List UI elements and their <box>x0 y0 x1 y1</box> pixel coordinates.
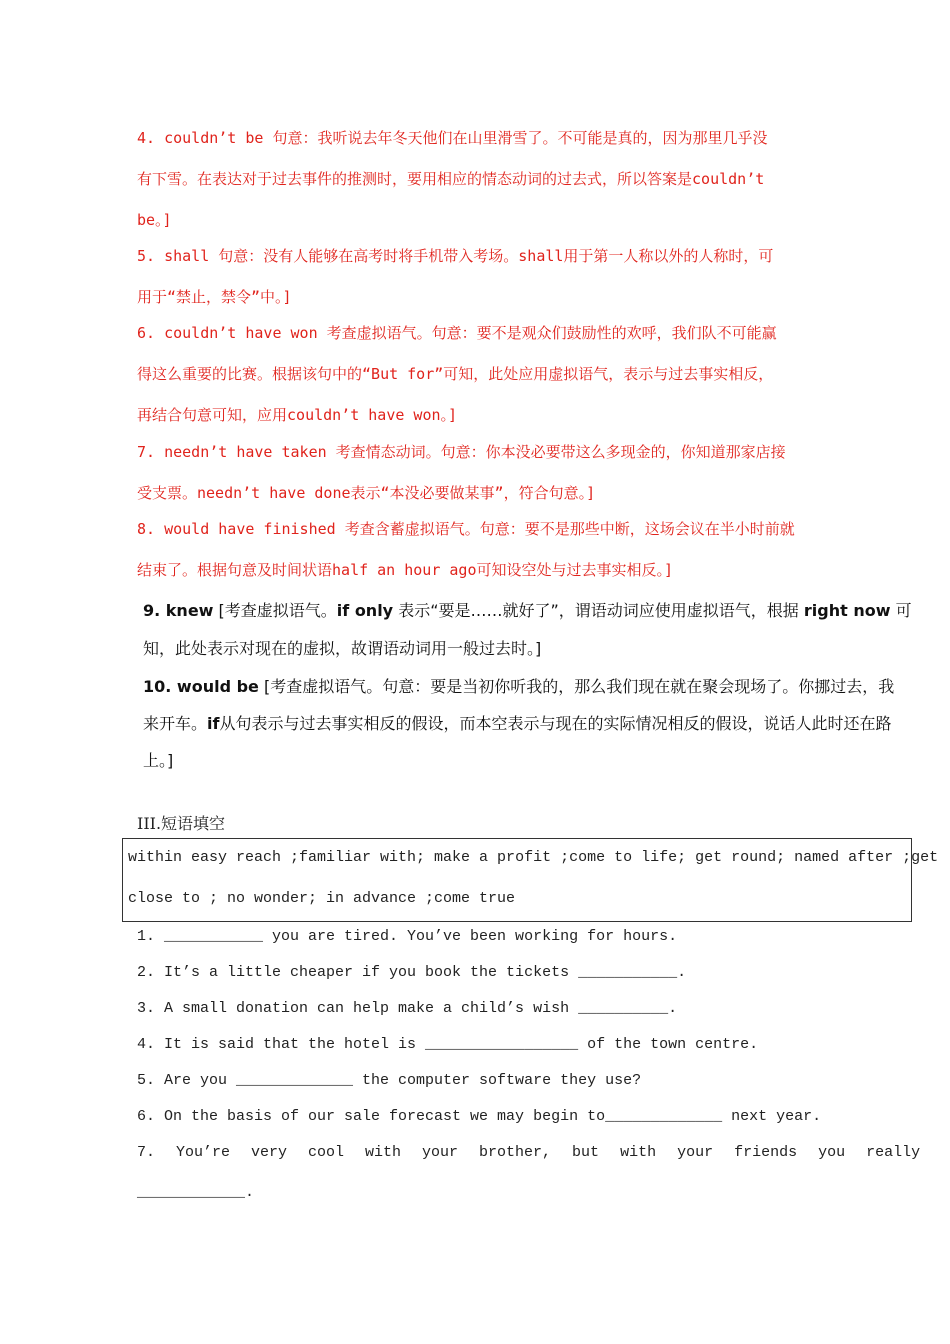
answer-8-line-2: 结束了。根据句意及时间状语half an hour ago可知设空处与过去事实相反。] <box>137 561 674 579</box>
exercise-4: 4. It is said that the hotel is _________________ of the town centre. <box>137 1036 759 1053</box>
section-title: III.短语填空 <box>137 814 226 833</box>
answer-5-line-1: 5. shall 句意：没有人能够在高考时将手机带入考场。shall用于第一人称以外的人称时，可 <box>137 247 774 265</box>
answer-8-line-1: 8. would have finished 考查含蓄虚拟语气。句意：要不是那些中断，这场会议在半小时前就 <box>137 520 795 538</box>
answer-6-line-3: 再结合句意可知，应用couldn’t have won。] <box>137 406 458 424</box>
exercise-7-line-1: 7. You’re very cool with your brother, but with your friends you really <box>137 1144 921 1161</box>
word-bank-box <box>122 838 939 922</box>
answer-9-line-1: 9. knew [考查虚拟语气。if only 表示“要是……就好了”，谓语动词应使用虚拟语气，根据 right now 可 <box>143 601 912 620</box>
answer-7-line-1: 7. needn’t have taken 考查情态动词。句意：你本没必要带这么多现金的，你知道那家店接 <box>137 443 786 461</box>
answer-6-line-2: 得这么重要的比赛。根据该句中的“But for”可知，此处应用虚拟语气，表示与过去事实相反， <box>137 365 774 383</box>
word-bank-line-1: within easy reach ;familiar with; make a profit ;come to life; get round; named after ;get <box>128 849 939 866</box>
word-bank-line-2: close to ; no wonder; in advance ;come true <box>128 890 516 907</box>
answer-4-line-2: 有下雪。在表达对于过去事件的推测时，要用相应的情态动词的过去式，所以答案是couldn’t <box>137 170 765 188</box>
answer-10-line-2: 来开车。if从句表示与过去事实相反的假设，而本空表示与现在的实际情况相反的假设，说话人此时还在路 <box>143 714 892 733</box>
answer-5-line-2: 用于“禁止，禁令”中。] <box>137 288 292 306</box>
answer-10-line-1: 10. would be [考查虚拟语气。句意：要是当初你听我的，那么我们现在就在聚会现场了。你挪过去，我 <box>143 677 895 696</box>
exercise-7-line-2: ____________. <box>137 1184 255 1201</box>
answer-4-line-3: be。] <box>137 211 172 229</box>
exercise-6: 6. On the basis of our sale forecast we may begin to_____________ next year. <box>137 1108 822 1125</box>
exercise-1: 1. ___________ you are tired. You’ve been working for hours. <box>137 928 678 945</box>
answer-6-line-1: 6. couldn’t have won 考查虚拟语气。句意：要不是观众们鼓励性的欢呼，我们队不可能赢 <box>137 324 777 342</box>
answer-7-line-2: 受支票。needn’t have done表示“本没必要做某事”，符合句意。] <box>137 484 596 502</box>
exercise-5: 5. Are you _____________ the computer software they use? <box>137 1072 642 1089</box>
exercise-2: 2. It’s a little cheaper if you book the tickets ___________. <box>137 964 687 981</box>
answer-10-line-3: 上。] <box>143 751 174 770</box>
answer-4-line-1: 4. couldn’t be 句意：我听说去年冬天他们在山里滑雪了。不可能是真的，因为那里几乎没 <box>137 129 768 147</box>
answer-9-line-2: 知，此处表示对现在的虚拟，故谓语动词用一般过去时。] <box>143 639 542 658</box>
exercise-3: 3. A small donation can help make a child’s wish __________. <box>137 1000 678 1017</box>
